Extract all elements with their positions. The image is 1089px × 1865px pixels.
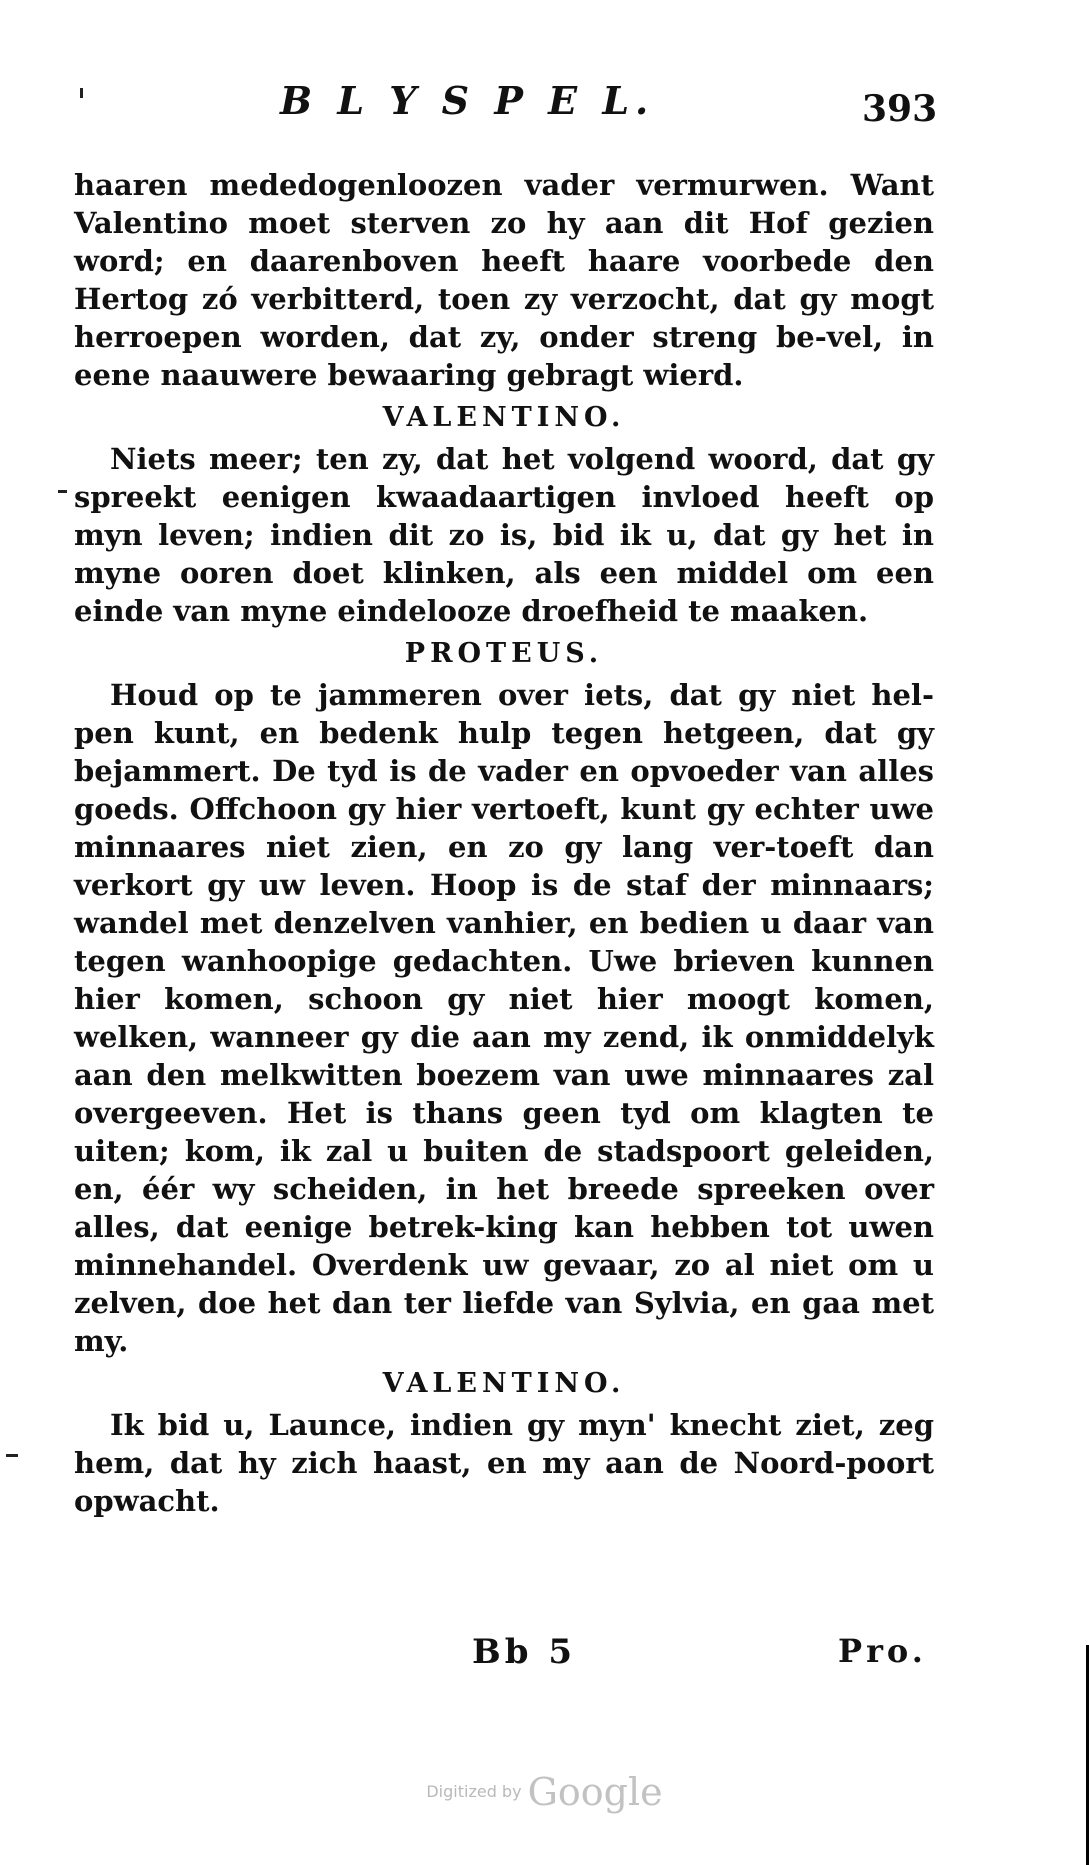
running-head (0, 78, 1089, 128)
signature-mark: Bb 5 (472, 1632, 577, 1672)
margin-speck (58, 490, 67, 493)
paragraph-speech: Ik bid u, Launce, indien gy myn' knecht ziet, zeg hem, dat hy zich haast, en my aan de Noord-poort opwacht. (74, 1408, 934, 1518)
margin-speck (80, 88, 83, 98)
digitization-watermark (0, 1770, 1089, 1814)
paragraph-speech: Niets meer; ten zy, dat het volgend woord, dat gy spreekt eenigen kwaadaartigen invloed heeft op myn leven; indien dit zo is, bid ik u, dat gy het in myne ooren doet klinken, als een middel om een einde van myne eindelooze droefheid te maaken. (74, 442, 934, 628)
page-number: 393 (862, 88, 938, 130)
catchword: Pro. (838, 1632, 927, 1670)
text-block (74, 166, 934, 1520)
paragraph-opening: haaren mededogenloozen vader vermurwen. Want Valentino moet sterven zo hy aan dit Hof gezien word; en daarenboven heeft haare voorbede den Hertog zó verbitterd, toen zy verzocht, dat gy mogt herroepen worden, dat zy, onder streng be-vel, in eene naauwere bewaaring gebragt wierd. (74, 168, 934, 392)
speaker-heading: VALENTINO. (382, 402, 626, 433)
running-title: B L Y S P E L. (280, 78, 655, 123)
margin-speck (6, 1454, 18, 1457)
speaker-heading: PROTEUS. (404, 638, 604, 669)
watermark-prefix: Digitized by (426, 1782, 522, 1801)
catchline (0, 1632, 1089, 1682)
paragraph-speech: Houd op te jammeren over iets, dat gy niet hel-pen kunt, en bedenk hulp tegen hetgeen, dat gy bejammert. De tyd is de vader en opvoeder van alles goeds. Offchoon gy hier vertoeft, kunt gy echter uwe minnaares niet zien, en zo gy lang ver-toeft dan verkort gy uw leven. Hoop is de staf der minnaars; wandel met denzelven vanhier, en bedien u daar van tegen wanhoopige gedachten. Uwe brieven kunnen hier komen, schoon gy niet hier moogt komen, welken, wanneer gy die aan my zend, ik onmiddelyk aan den melkwitten boezem van uwe minnaares zal overgeeven. Het is thans geen tyd om klagten te uiten; kom, ik zal u buiten de stadspoort geleiden, en, éér wy scheiden, in het breede spreeken over alles, dat eenige betrek-king kan hebben tot uwen minnehandel. Overdenk uw gevaar, zo al niet om u zelven, doe het dan ter liefde van Sylvia, en gaa met my. (74, 678, 934, 1358)
speaker-heading: VALENTINO. (382, 1368, 626, 1399)
google-logo: Google (527, 1770, 663, 1814)
